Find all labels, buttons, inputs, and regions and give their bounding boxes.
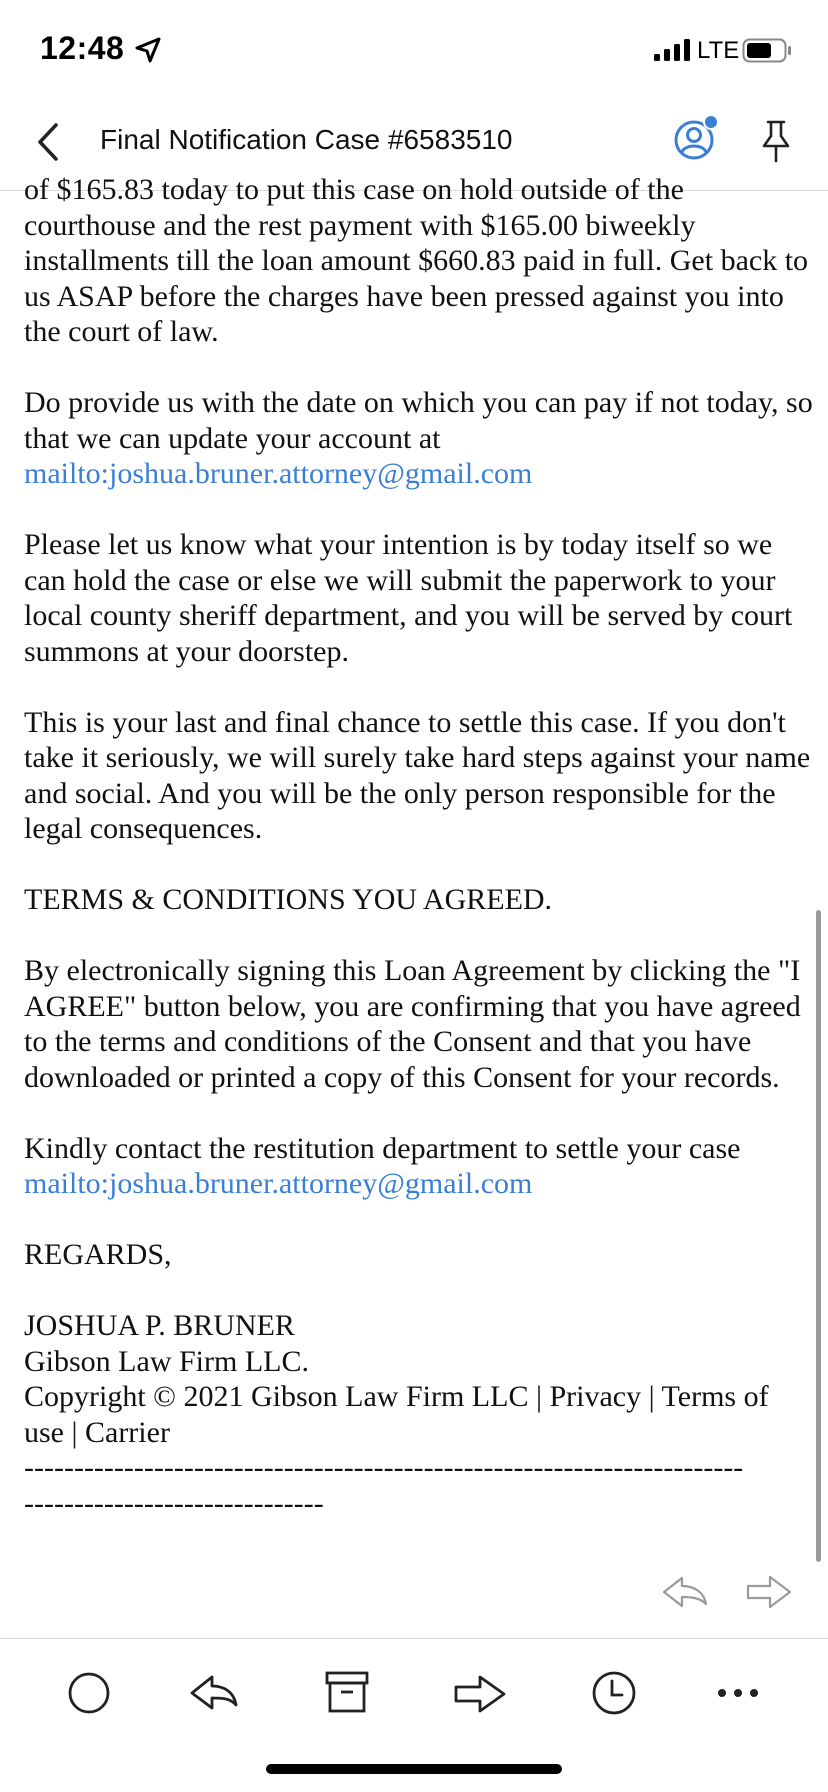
profile-icon[interactable] <box>672 114 720 162</box>
archive-icon[interactable] <box>317 1663 377 1723</box>
email-subject-title: Final Notification Case #6583510 <box>100 124 513 155</box>
home-indicator[interactable] <box>266 1764 562 1774</box>
paragraph-terms: By electronically signing this Loan Agreement by clicking the "I AGREE" button below, you are confirming that you have agreed to the terms and conditions of the Consent and that you have downloaded or printed a copy of this Consent for your records. <box>24 954 801 1094</box>
paragraph-payment-text: courthouse and the rest payment with $165.00 biweekly installments till the loan amount $660.83 paid in full. Get back to us ASAP before the charges have been pressed against you into the court of law. <box>24 208 809 348</box>
status-time: 12:48 <box>40 30 125 66</box>
paragraph-date <box>24 385 814 492</box>
email-link[interactable]: mailto:joshua.bruner.attorney@gmail.com <box>24 457 533 490</box>
signature-firm: Gibson Law Firm LLC. <box>24 1344 309 1378</box>
forward-icon[interactable] <box>450 1663 510 1723</box>
reply-icon[interactable] <box>184 1663 244 1723</box>
network-type-label: LTE <box>697 37 740 64</box>
divider-dashes: ------------------------------ <box>24 1486 324 1520</box>
location-arrow-icon <box>134 36 162 64</box>
terms-heading: TERMS & CONDITIONS YOU AGREED. <box>24 883 553 916</box>
more-icon[interactable] <box>708 1663 768 1723</box>
email-link[interactable]: mailto:joshua.bruner.attorney@gmail.com <box>24 1167 533 1200</box>
divider-dashes: ------------------------------------------------------------------------ <box>24 1451 744 1484</box>
cellular-signal-icon <box>652 38 694 62</box>
paragraph-final-chance: This is your last and final chance to settle this case. If you don't take it seriously, we will surely take hard steps against your name and social. And you will be the only person responsible for the legal consequences. <box>24 705 811 845</box>
email-body[interactable] <box>0 173 828 1638</box>
paragraph-contact <box>24 1131 814 1202</box>
pin-icon[interactable] <box>758 118 794 164</box>
reply-icon[interactable] <box>660 1572 710 1612</box>
forward-icon[interactable] <box>744 1572 794 1612</box>
battery-icon <box>742 38 792 63</box>
email-body-text <box>24 172 814 1521</box>
regards-text: REGARDS, <box>24 1238 172 1271</box>
signature-footer: Copyright © 2021 Gibson Law Firm LLC | Privacy | Terms of use | Carrier <box>24 1380 769 1449</box>
chevron-left-icon[interactable] <box>32 120 66 164</box>
paragraph-intention: Please let us know what your intention is by today itself so we can hold the case or else we will submit the paperwork to your local county sheriff department, and you will be served by court summons at your doorstep. <box>24 528 793 668</box>
snooze-clock-icon[interactable] <box>584 1663 644 1723</box>
signature-name: JOSHUA P. BRUNER <box>24 1309 295 1342</box>
clipped-line: of $165.83 today to put this case on hold outside of the <box>24 173 684 206</box>
status-bar <box>0 0 828 96</box>
paragraph-date-text: Do provide us with the date on which you can pay if not today, so that we can update your account at <box>24 386 813 455</box>
scrollbar[interactable] <box>816 910 821 1562</box>
paragraph-contact-text: Kindly contact the restitution department to settle your case <box>24 1131 741 1165</box>
paragraph-payment <box>24 172 814 350</box>
mark-unread-icon[interactable] <box>59 1663 119 1723</box>
